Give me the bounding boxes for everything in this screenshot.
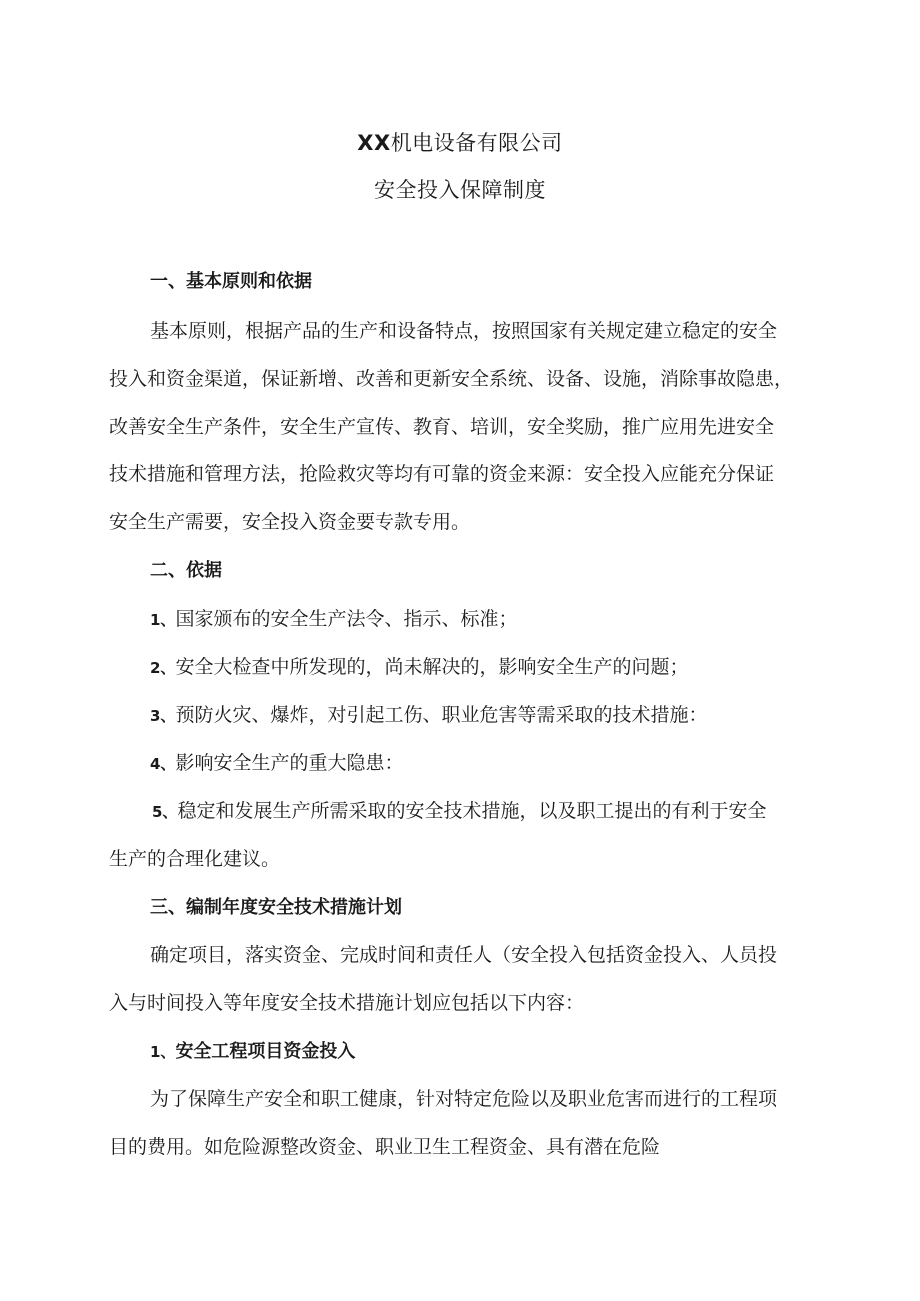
subsection-number: 1、 <box>150 1043 176 1061</box>
list-item-number: 5、 <box>152 803 178 821</box>
subsection-heading <box>150 1039 355 1065</box>
list-item-continuation: 生产的合理化建议。 <box>109 848 281 870</box>
paragraph-line: 目的费用。如危险源整改资金、职业卫生工程资金、具有潜在危险 <box>109 1136 661 1158</box>
paragraph-line: 确定项目，落实资金、完成时间和责任人（安全投入包括资金投入、人员投 <box>150 944 778 966</box>
section-heading-3: 三、编制年度安全技术措施计划 <box>150 897 402 918</box>
paragraph-line: 入与时间投入等年度安全技术措施计划应包括以下内容： <box>109 992 585 1014</box>
list-item-number: 4、 <box>150 755 176 773</box>
list-item <box>150 606 517 633</box>
list-item <box>150 702 707 729</box>
paragraph-line: 基本原则，根据产品的生产和设备特点，按照国家有关规定建立稳定的安全 <box>150 320 778 342</box>
paragraph-line: 技术措施和管理方法，抢险救灾等均有可靠的资金来源：安全投入应能充分保证 <box>109 463 775 485</box>
list-item <box>152 798 766 825</box>
list-item-text: 影响安全生产的重大隐患： <box>175 752 404 774</box>
company-name: 机电设备有限公司 <box>390 131 563 155</box>
list-item-text: 稳定和发展生产所需采取的安全技术措施，以及职工提出的有利于安全 <box>177 800 767 822</box>
section-heading-1: 一、基本原则和依据 <box>150 271 312 292</box>
list-item-text: 预防火灾、爆炸，对引起工伤、职业危害等需采取的技术措施： <box>175 704 708 726</box>
list-item-number: 1、 <box>150 611 176 629</box>
company-prefix: XX <box>357 131 391 155</box>
paragraph-line: 改善安全生产条件，安全生产宣传、教育、培训，安全奖励，推广应用先进安全 <box>109 416 775 438</box>
document-title: 安全投入保障制度 <box>374 178 546 202</box>
list-item-number: 3、 <box>150 707 176 725</box>
list-item-text: 国家颁布的安全生产法令、指示、标准； <box>175 608 518 630</box>
list-item-text: 安全大检查中所发现的，尚未解决的，影响安全生产的问题； <box>175 656 689 678</box>
list-item <box>150 654 688 681</box>
company-title <box>0 127 920 157</box>
paragraph-line: 安全生产需要，安全投入资金要专款专用。 <box>109 511 471 533</box>
list-item-number: 2、 <box>150 659 176 677</box>
list-item <box>150 750 403 777</box>
section-heading-2: 二、依据 <box>150 560 222 581</box>
paragraph-line: 为了保障生产安全和职工健康，针对特定危险以及职业危害而进行的工程项 <box>150 1088 778 1110</box>
paragraph-line: 投入和资金渠道，保证新增、改善和更新安全系统、设备、设施，消除事故隐患， <box>109 368 794 390</box>
subsection-title: 安全工程项目资金投入 <box>175 1041 356 1062</box>
